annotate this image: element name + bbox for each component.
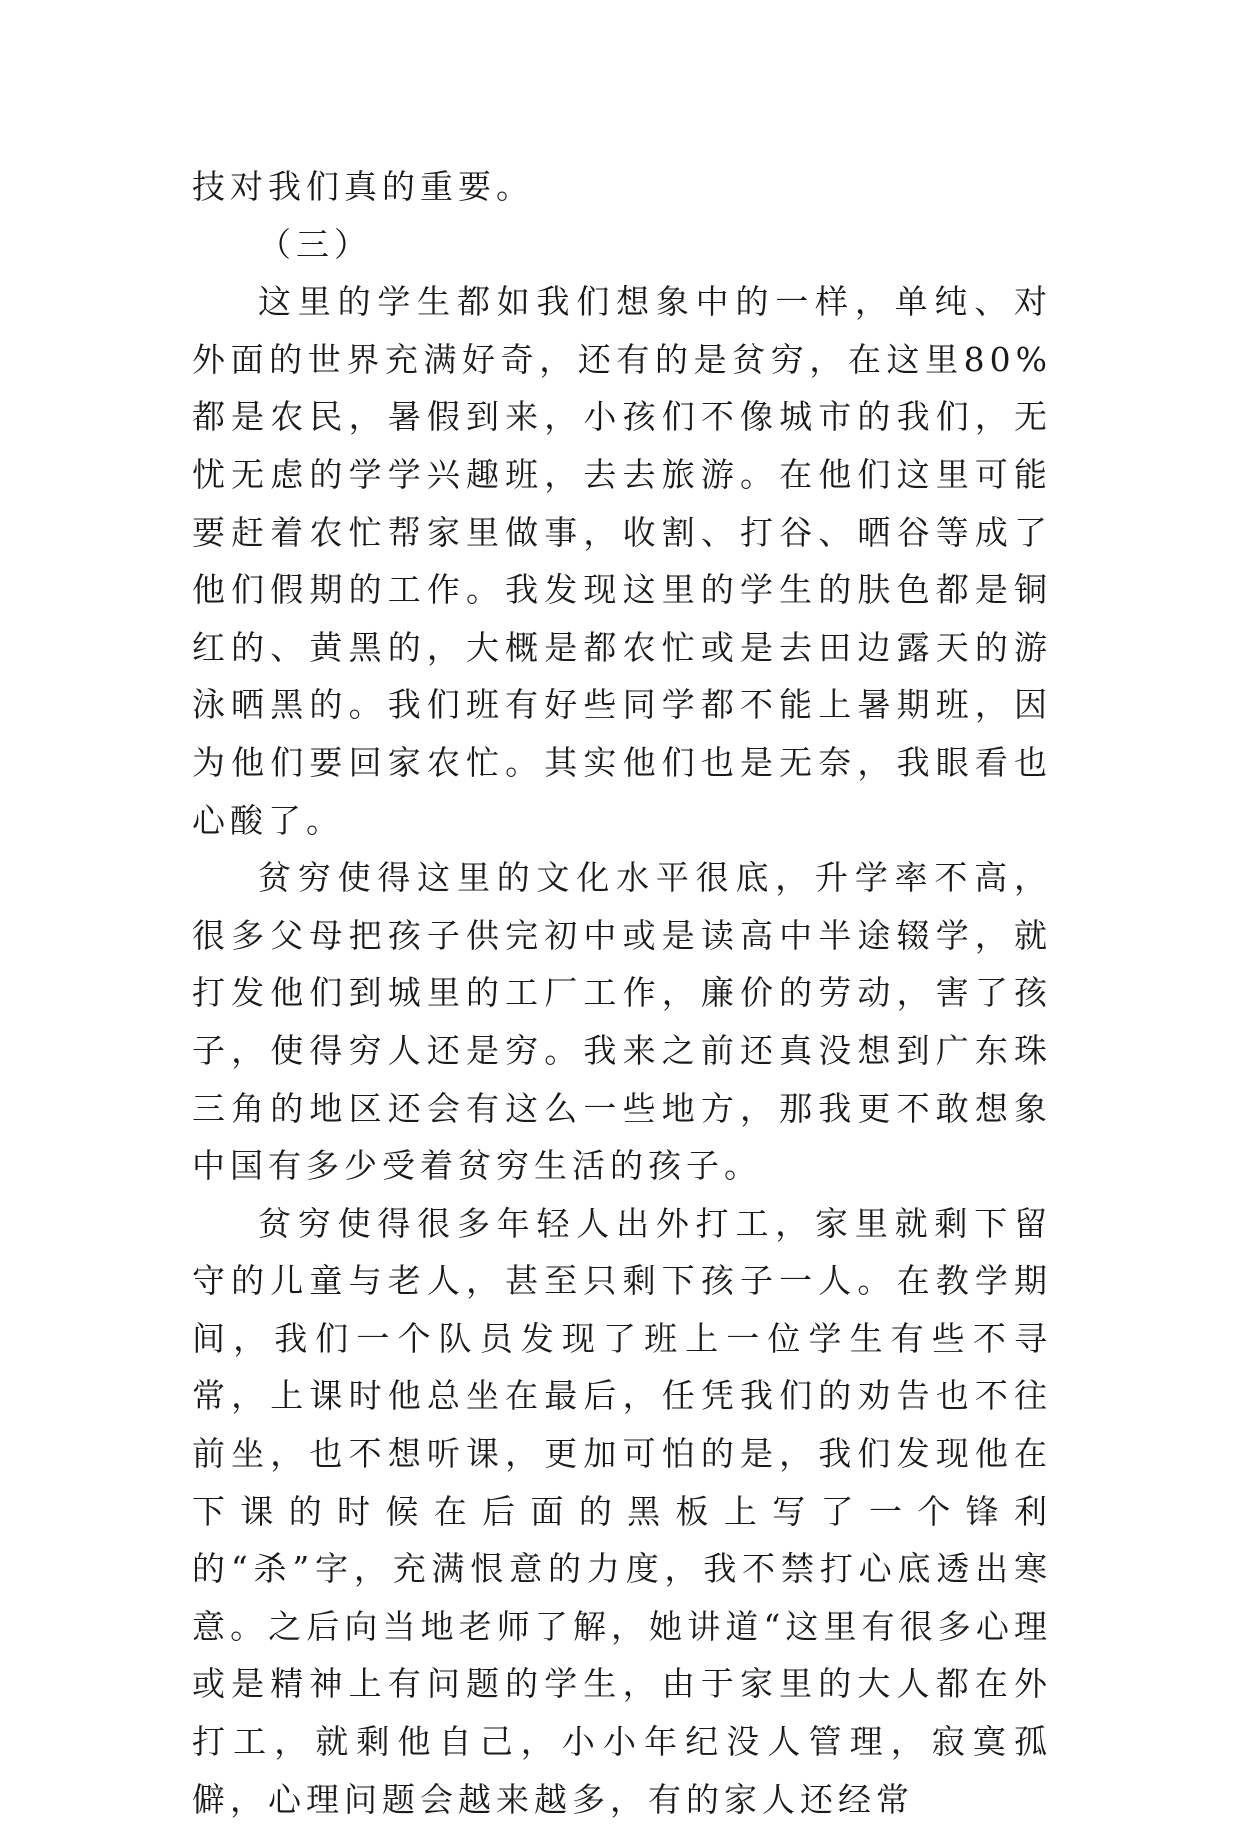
paragraph-education: 贫穷使得这里的文化水平很底，升学率不高，很多父母把孩子供完初中或是读高中半途辍学，就打发他们到城里的工厂工作，廉价的劳动，害了孩子，使得穷人还是穷。我来之前还真没想到广东珠三角的地区还会有这么一些地方，那我更不敢想象中国有多少受着贫穷生活的孩子。: [192, 858, 1052, 1186]
paragraph-left-behind-children: 贫穷使得很多年轻人出外打工，家里就剩下留守的儿童与老人，甚至只剩下孩子一人。在教学期间，我们一个队员发现了班上一位学生有些不寻常，上课时他总坐在最后，任凭我们的劝告也不往前坐，也不想听课，更加可怕的是，我们发现他在下课的时候在后面的黑板上写了一个锋利的“杀”字，充满恨意的力度，我不禁打心底透出寒意。之后向当地老师了解，她讲道“这里有很多心理或是精神上有问题的学生，由于家里的大人都在外打工，就剩他自己，小小年纪没人管理，寂寞孤僻，心理问题会越来越多，有的家人还经常: [192, 1203, 1052, 1819]
section-heading: （三）: [258, 224, 372, 264]
paragraph-continuation: 技对我们真的重要。: [192, 167, 534, 206]
document-page: [192, 158, 1052, 1828]
paragraph-students: 这里的学生都如我们想象中的一样，单纯、对外面的世界充满好奇，还有的是贫穷，在这里80%都是农民，暑假到来，小孩们不像城市的我们，无忧无虑的学学兴趣班，去去旅游。在他们这里可能要赶着农忙帮家里做事，收割、打谷、晒谷等成了他们假期的工作。我发现这里的学生的肤色都是铜红的、黄黑的，大概是都农忙或是去田边露天的游泳晒黑的。我们班有好些同学都不能上暑期班，因为他们要回家农忙。其实他们也是无奈，我眼看也心酸了。: [192, 282, 1052, 840]
